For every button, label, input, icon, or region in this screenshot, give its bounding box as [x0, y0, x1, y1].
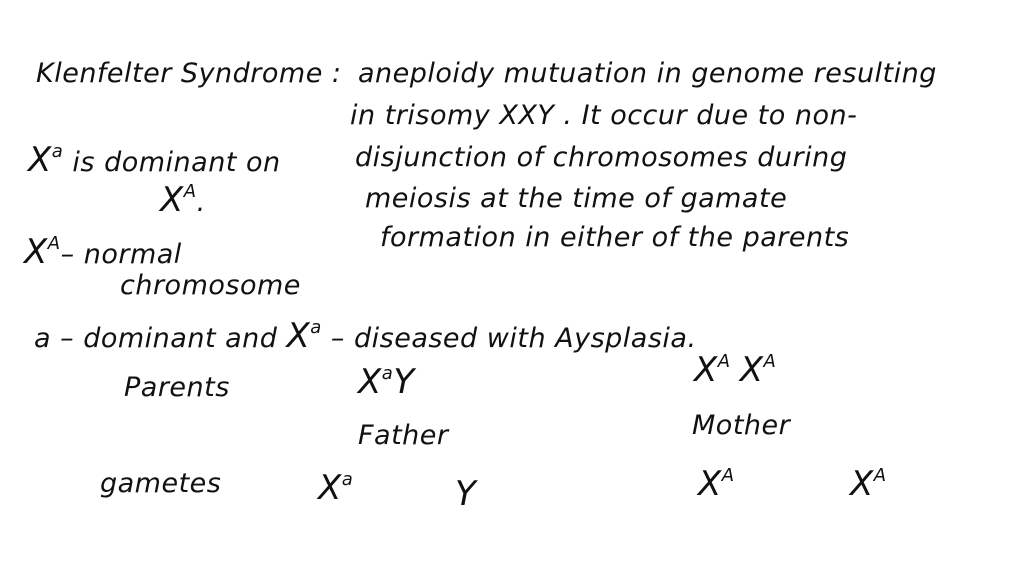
xA-normal-note: $X^A-$ normal: [24, 232, 182, 272]
xa-dominant-note: $X^a$ is dominant on: [28, 140, 281, 180]
gamete-xA-2: $X^A$: [850, 464, 887, 504]
gamete-xa: $X^a$: [318, 468, 354, 508]
mother-genotype: $X^A$ $X^A$: [694, 350, 777, 390]
text-line-2: in trisomy XXY . It occur due to non-: [350, 100, 858, 131]
gamete-y: Y: [455, 474, 477, 514]
text-line-5: formation in either of the parents: [380, 222, 850, 253]
gametes-label: gametes: [100, 468, 222, 499]
text-line-4: meiosis at the time of gamate: [365, 183, 788, 214]
chromosome-text: chromosome: [120, 270, 301, 301]
text-line-1: aneploidy mutuation in genome resulting: [358, 58, 937, 89]
parents-label: Parents: [124, 372, 230, 403]
mother-label: Mother: [692, 410, 791, 441]
text-line-3: disjunction of chromosomes during: [355, 142, 848, 173]
father-label: Father: [358, 420, 449, 451]
xA-label: $X^A$.: [160, 180, 206, 220]
dominant-diseased-note: a – dominant and $X^a$ – diseased with Aysplasia.: [34, 316, 697, 356]
father-genotype: $X^aY$: [358, 362, 415, 402]
title: Klenfelter Syndrome :: [36, 58, 342, 89]
gamete-xA-1: $X^A$: [698, 464, 735, 504]
